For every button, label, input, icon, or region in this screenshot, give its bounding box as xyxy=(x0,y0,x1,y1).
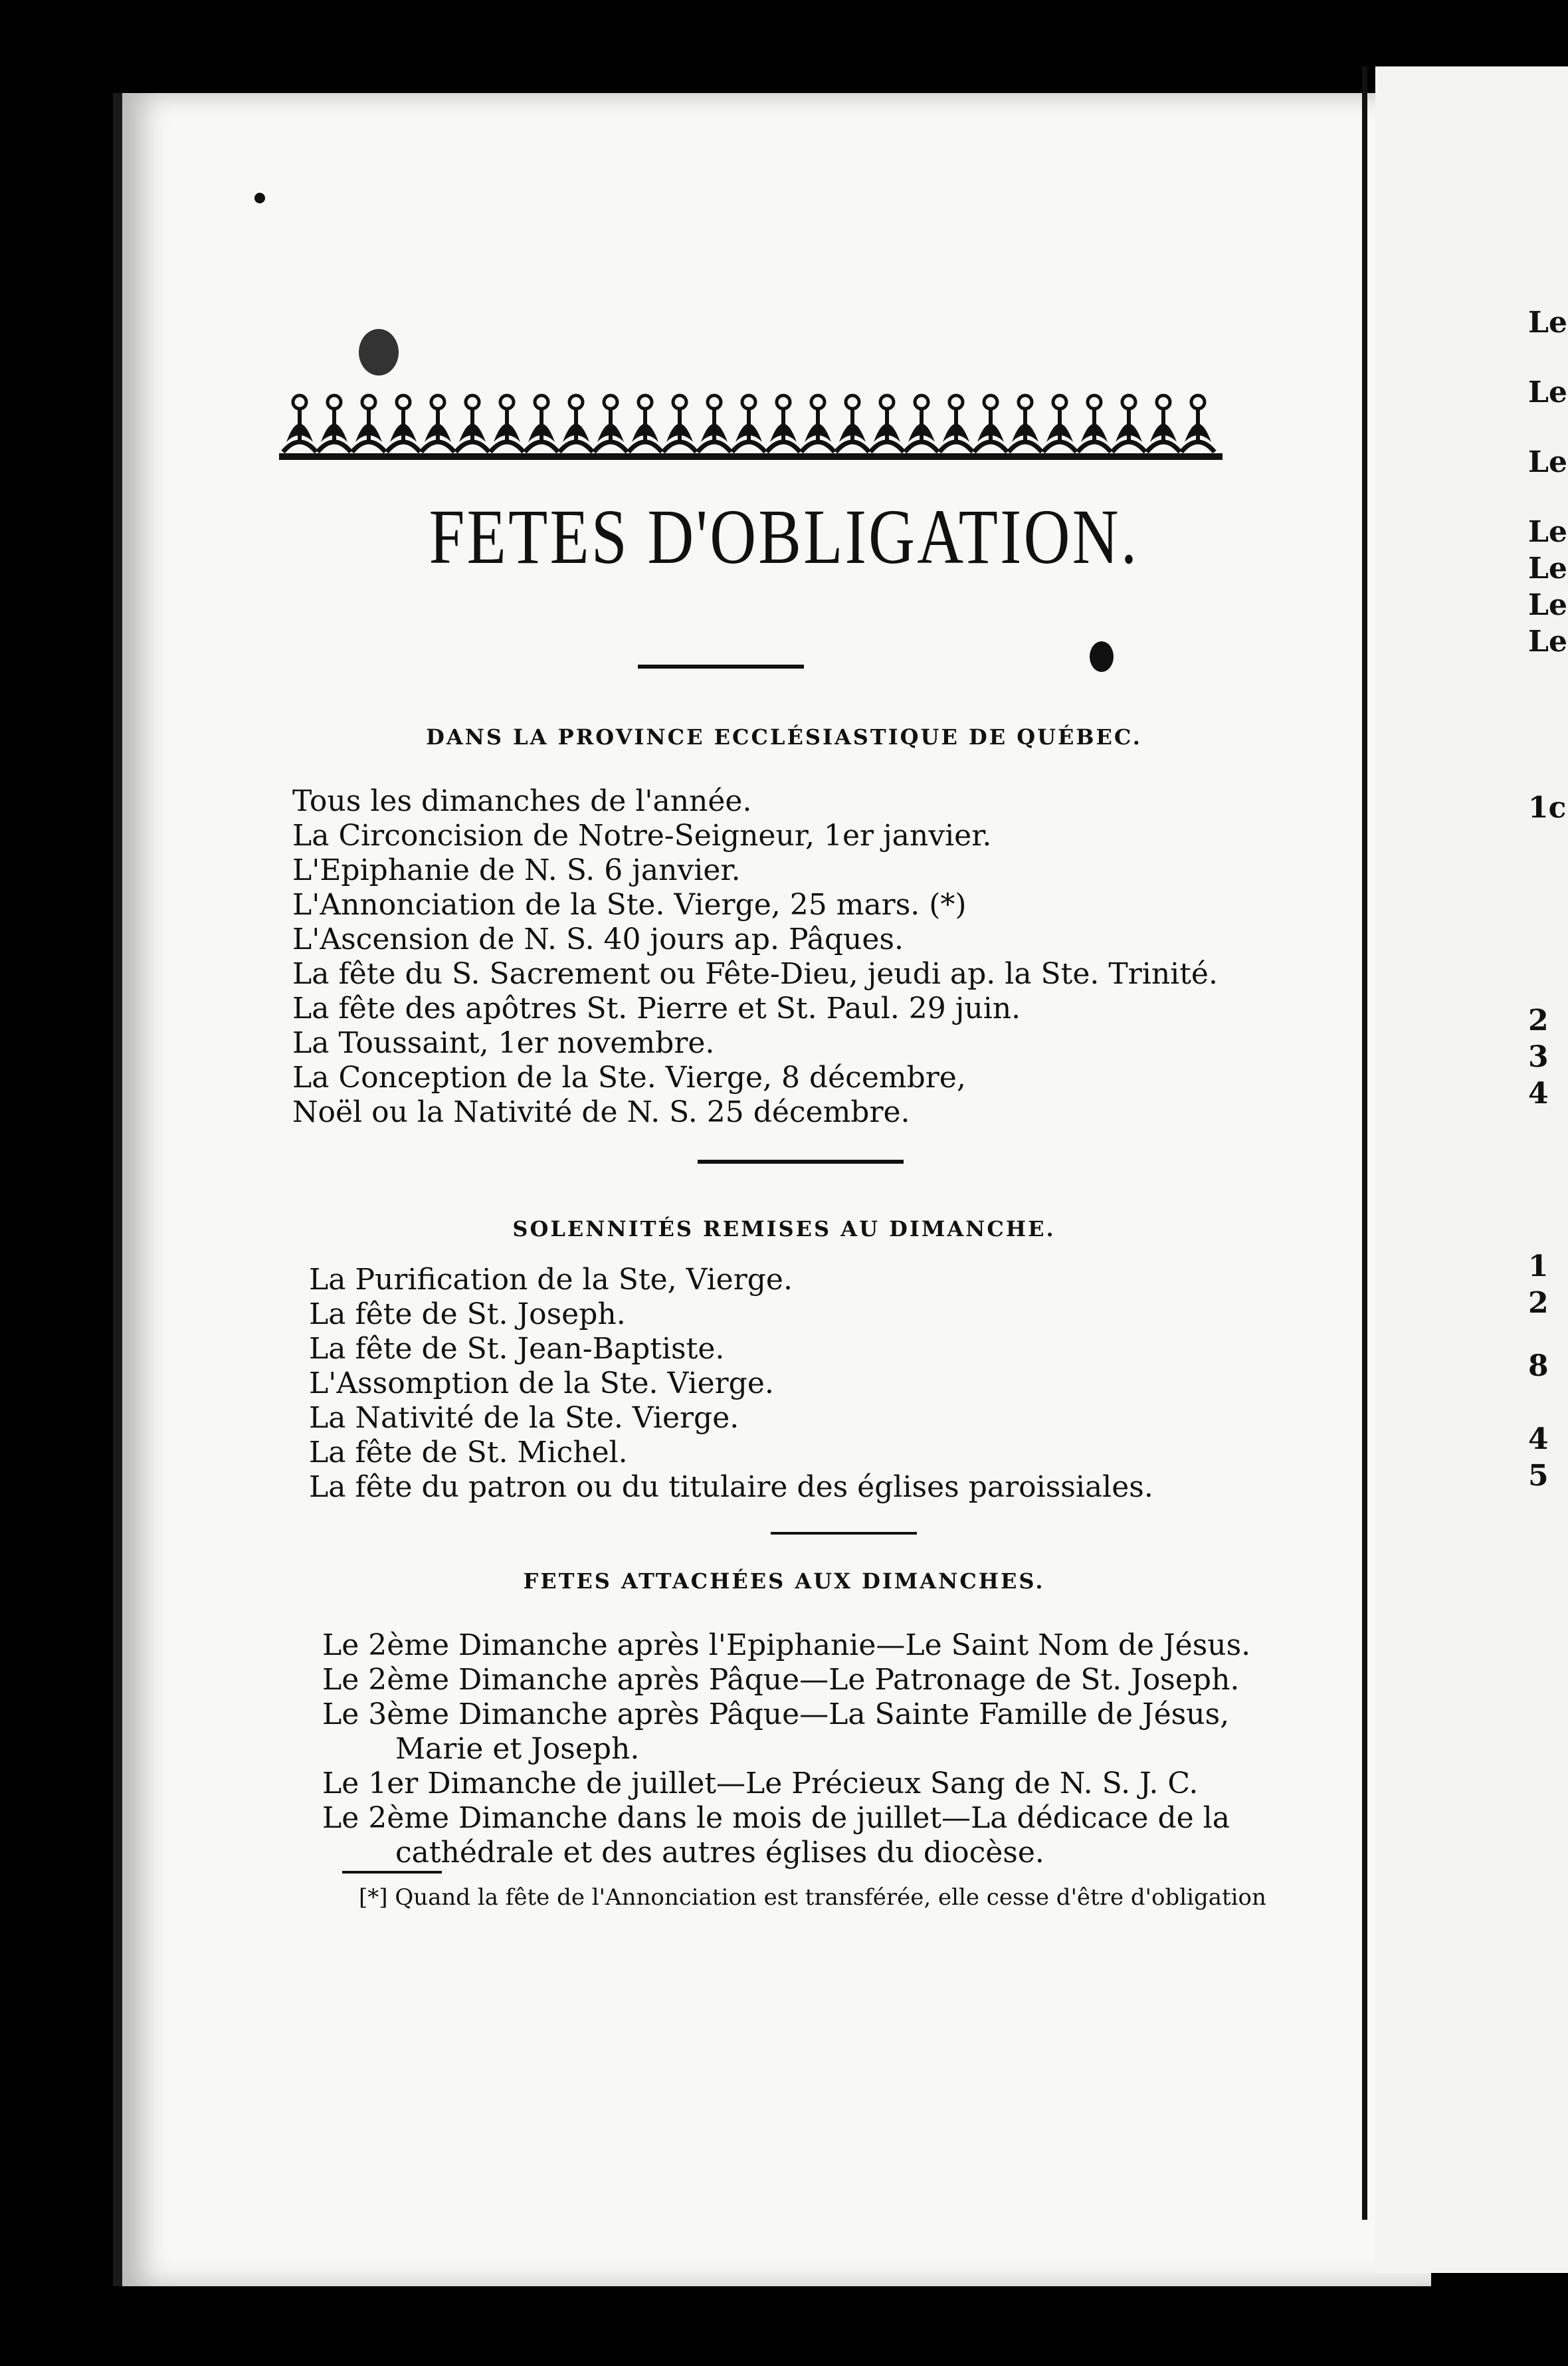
facing-page-fragment: Le xyxy=(1528,306,1567,340)
facing-page-fragment: 8 xyxy=(1528,1349,1549,1383)
footnote-rule xyxy=(342,1871,442,1874)
facing-page-fragment: 1c xyxy=(1528,791,1567,825)
list-item: La Nativité de la Ste. Vierge. xyxy=(309,1401,739,1435)
facing-page-fragment: Le xyxy=(1528,552,1567,586)
list-item: La fête de St. Jean-Baptiste. xyxy=(309,1332,725,1366)
list-item: La Purification de la Ste, Vierge. xyxy=(309,1263,793,1297)
list-item: La fête du S. Sacrement ou Fête-Dieu, jeudi ap. la Ste. Trinité. xyxy=(292,957,1218,991)
page-title: FETES D'OBLIGATION. xyxy=(429,493,1139,580)
list-item: Noël ou la Nativité de N. S. 25 décembre. xyxy=(292,1095,910,1129)
obligation-feast-list xyxy=(292,784,1218,1130)
ink-blot xyxy=(359,329,399,376)
ink-speck xyxy=(254,193,265,203)
list-item: Le 1er Dimanche de juillet—Le Précieux Sang de N. S. J. C. xyxy=(322,1767,1199,1800)
list-item: Le 2ème Dimanche après Pâque—Le Patronage de St. Joseph. xyxy=(322,1663,1240,1697)
facing-page-fragment: Le xyxy=(1528,376,1567,409)
facing-page-fragment: Le xyxy=(1528,588,1567,622)
list-item: L'Epiphanie de N. S. 6 janvier. xyxy=(292,853,741,887)
section-heading-solemnities: SOLENNITÉS REMISES AU DIMANCHE. xyxy=(512,1216,1056,1241)
facing-page-fragment: Le xyxy=(1528,515,1567,549)
facing-page-fragment: 2 xyxy=(1528,1004,1549,1037)
list-item: La Circoncision de Notre-Seigneur, 1er janvier. xyxy=(292,819,992,853)
list-item: L'Ascension de N. S. 40 jours ap. Pâques. xyxy=(292,922,904,956)
facing-page-fragment: 2 xyxy=(1528,1286,1549,1320)
facing-page-fragment: 3 xyxy=(1528,1040,1549,1074)
list-item: La Conception de la Ste. Vierge, 8 décembre, xyxy=(292,1061,966,1095)
list-item: L'Assomption de la Ste. Vierge. xyxy=(309,1366,774,1400)
list-item: Le 2ème Dimanche après l'Epiphanie—Le Saint Nom de Jésus. xyxy=(322,1628,1251,1662)
list-item: La fête de St. Joseph. xyxy=(309,1297,626,1331)
facing-page-fragment: 4 xyxy=(1528,1422,1549,1456)
section-heading-province: DANS LA PROVINCE ECCLÉSIASTIQUE DE QUÉBEC. xyxy=(426,724,1142,750)
section-heading-sunday-feasts: FETES ATTACHÉES AUX DIMANCHES. xyxy=(523,1568,1045,1594)
page-gutter xyxy=(1362,66,1367,2220)
divider xyxy=(771,1532,917,1535)
list-item: Tous les dimanches de l'année. xyxy=(292,784,752,818)
list-item: Le 2ème Dimanche dans le mois de juillet—La dédicace de la xyxy=(322,1801,1230,1835)
list-item: La Toussaint, 1er novembre. xyxy=(292,1026,715,1060)
list-item: La fête des apôtres St. Pierre et St. Paul. 29 juin. xyxy=(292,992,1021,1025)
list-item: La fête du patron ou du titulaire des églises paroissiales. xyxy=(309,1470,1153,1504)
footnote: [*] Quand la fête de l'Annonciation est transférée, elle cesse d'être d'obligation xyxy=(359,1884,1266,1911)
facing-page-fragment: 5 xyxy=(1528,1459,1549,1493)
ink-blot xyxy=(1090,641,1114,672)
facing-page-fragment: Le xyxy=(1528,445,1567,479)
ornamental-border xyxy=(279,379,1223,465)
solemnities-list xyxy=(309,1263,1153,1505)
divider xyxy=(638,665,804,669)
facing-page-fragment: 1 xyxy=(1528,1249,1549,1283)
list-item: L'Annonciation de la Ste. Vierge, 25 mars. (*) xyxy=(292,888,967,922)
list-item: Le 3ème Dimanche après Pâque—La Sainte Famille de Jésus, xyxy=(322,1697,1230,1731)
divider xyxy=(698,1160,904,1164)
facing-page-fragment: Le xyxy=(1528,625,1567,659)
sunday-feasts-list xyxy=(322,1628,1250,1870)
list-item: Marie et Joseph. xyxy=(395,1732,640,1766)
list-item: La fête de St. Michel. xyxy=(309,1436,628,1469)
list-item: cathédrale et des autres églises du diocèse. xyxy=(395,1836,1044,1870)
facing-page-fragment: 4 xyxy=(1528,1077,1549,1111)
